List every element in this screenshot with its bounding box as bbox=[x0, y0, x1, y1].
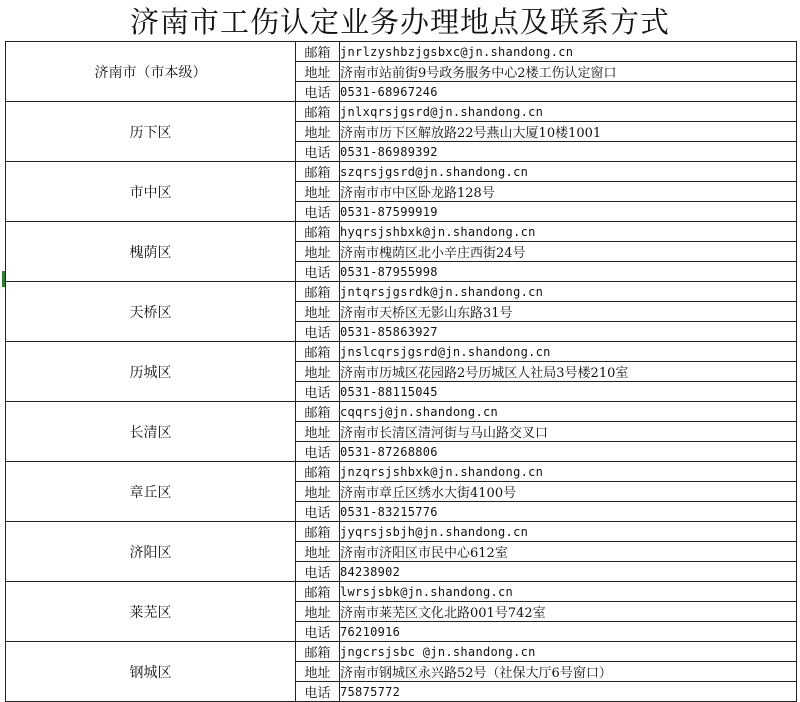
address-label: 地址 bbox=[296, 422, 340, 442]
table-row bbox=[6, 42, 797, 62]
table-row bbox=[6, 162, 797, 182]
address-value: 济南市历下区解放路22号燕山大厦10楼1001 bbox=[340, 122, 797, 142]
email-label: 邮箱 bbox=[296, 162, 340, 182]
phone-value: 0531-87599919 bbox=[340, 202, 797, 222]
table-row bbox=[6, 522, 797, 542]
table-row bbox=[6, 342, 797, 362]
address-label: 地址 bbox=[296, 122, 340, 142]
district-name: 济南市（市本级） bbox=[6, 42, 296, 102]
phone-label: 电话 bbox=[296, 622, 340, 642]
address-value: 济南市历城区花园路2号历城区人社局3号楼210室 bbox=[340, 362, 797, 382]
phone-label: 电话 bbox=[296, 202, 340, 222]
email-value: jnlxqrsjgsrd@jn.shandong.cn bbox=[340, 102, 797, 122]
email-value: jngcrsjsbc @jn.shandong.cn bbox=[340, 642, 797, 662]
email-value: jyqrsjsbjh@jn.shandong.cn bbox=[340, 522, 797, 542]
table-row bbox=[6, 462, 797, 482]
phone-value: 0531-68967246 bbox=[340, 82, 797, 102]
address-value: 济南市槐荫区北小辛庄西街24号 bbox=[340, 242, 797, 262]
table-row bbox=[6, 222, 797, 242]
email-label: 邮箱 bbox=[296, 582, 340, 602]
email-label: 邮箱 bbox=[296, 282, 340, 302]
contacts-table bbox=[5, 41, 797, 702]
email-label: 邮箱 bbox=[296, 222, 340, 242]
phone-value: 0531-85863927 bbox=[340, 322, 797, 342]
email-label: 邮箱 bbox=[296, 42, 340, 62]
phone-label: 电话 bbox=[296, 502, 340, 522]
district-name: 钢城区 bbox=[6, 642, 296, 702]
district-name: 市中区 bbox=[6, 162, 296, 222]
district-name: 济阳区 bbox=[6, 522, 296, 582]
phone-value: 0531-87955998 bbox=[340, 262, 797, 282]
email-value: hyqrsjshbxk@jn.shandong.cn bbox=[340, 222, 797, 242]
address-label: 地址 bbox=[296, 182, 340, 202]
address-label: 地址 bbox=[296, 542, 340, 562]
address-value: 济南市市中区卧龙路128号 bbox=[340, 182, 797, 202]
district-name: 历城区 bbox=[6, 342, 296, 402]
phone-label: 电话 bbox=[296, 142, 340, 162]
email-label: 邮箱 bbox=[296, 402, 340, 422]
district-name: 长清区 bbox=[6, 402, 296, 462]
district-name: 章丘区 bbox=[6, 462, 296, 522]
phone-value: 0531-83215776 bbox=[340, 502, 797, 522]
email-label: 邮箱 bbox=[296, 342, 340, 362]
phone-value: 0531-87268806 bbox=[340, 442, 797, 462]
email-label: 邮箱 bbox=[296, 642, 340, 662]
district-name: 历下区 bbox=[6, 102, 296, 162]
email-label: 邮箱 bbox=[296, 102, 340, 122]
email-value: szqrsjgsrd@jn.shandong.cn bbox=[340, 162, 797, 182]
table-row bbox=[6, 642, 797, 662]
phone-label: 电话 bbox=[296, 82, 340, 102]
address-label: 地址 bbox=[296, 62, 340, 82]
address-label: 地址 bbox=[296, 242, 340, 262]
table-row bbox=[6, 102, 797, 122]
phone-value: 0531-88115045 bbox=[340, 382, 797, 402]
table-row bbox=[6, 582, 797, 602]
address-label: 地址 bbox=[296, 302, 340, 322]
district-name: 槐荫区 bbox=[6, 222, 296, 282]
email-label: 邮箱 bbox=[296, 522, 340, 542]
address-value: 济南市长清区清河街与马山路交叉口 bbox=[340, 422, 797, 442]
email-value: cqqrsj@jn.shandong.cn bbox=[340, 402, 797, 422]
district-name: 莱芜区 bbox=[6, 582, 296, 642]
address-label: 地址 bbox=[296, 602, 340, 622]
email-value: jntqrsjgsrdk@jn.shandong.cn bbox=[340, 282, 797, 302]
address-label: 地址 bbox=[296, 362, 340, 382]
phone-label: 电话 bbox=[296, 322, 340, 342]
address-value: 济南市天桥区无影山东路31号 bbox=[340, 302, 797, 322]
table-row bbox=[6, 282, 797, 302]
table-row bbox=[6, 402, 797, 422]
phone-value: 76210916 bbox=[340, 622, 797, 642]
address-value: 济南市莱芜区文化北路001号742室 bbox=[340, 602, 797, 622]
address-value: 济南市章丘区绣水大街4100号 bbox=[340, 482, 797, 502]
email-value: jnzqrsjshbxk@jn.shandong.cn bbox=[340, 462, 797, 482]
address-value: 济南市济阳区市民中心612室 bbox=[340, 542, 797, 562]
email-value: lwrsjsbk@jn.shandong.cn bbox=[340, 582, 797, 602]
phone-value: 84238902 bbox=[340, 562, 797, 582]
email-label: 邮箱 bbox=[296, 462, 340, 482]
phone-value: 75875772 bbox=[340, 682, 797, 702]
phone-label: 电话 bbox=[296, 682, 340, 702]
phone-label: 电话 bbox=[296, 442, 340, 462]
address-value: 济南市钢城区永兴路52号（社保大厅6号窗口） bbox=[340, 662, 797, 682]
email-value: jnrlzyshbzjgsbxc@jn.shandong.cn bbox=[340, 42, 797, 62]
phone-label: 电话 bbox=[296, 262, 340, 282]
address-label: 地址 bbox=[296, 662, 340, 682]
district-name: 天桥区 bbox=[6, 282, 296, 342]
page-title: 济南市工伤认定业务办理地点及联系方式 bbox=[129, 5, 670, 39]
address-label: 地址 bbox=[296, 482, 340, 502]
contacts-table-body bbox=[6, 42, 797, 702]
email-value: jnslcqrsjgsrd@jn.shandong.cn bbox=[340, 342, 797, 362]
phone-label: 电话 bbox=[296, 382, 340, 402]
address-value: 济南市站前街9号政务服务中心2楼工伤认定窗口 bbox=[340, 62, 797, 82]
phone-label: 电话 bbox=[296, 562, 340, 582]
phone-value: 0531-86989392 bbox=[340, 142, 797, 162]
